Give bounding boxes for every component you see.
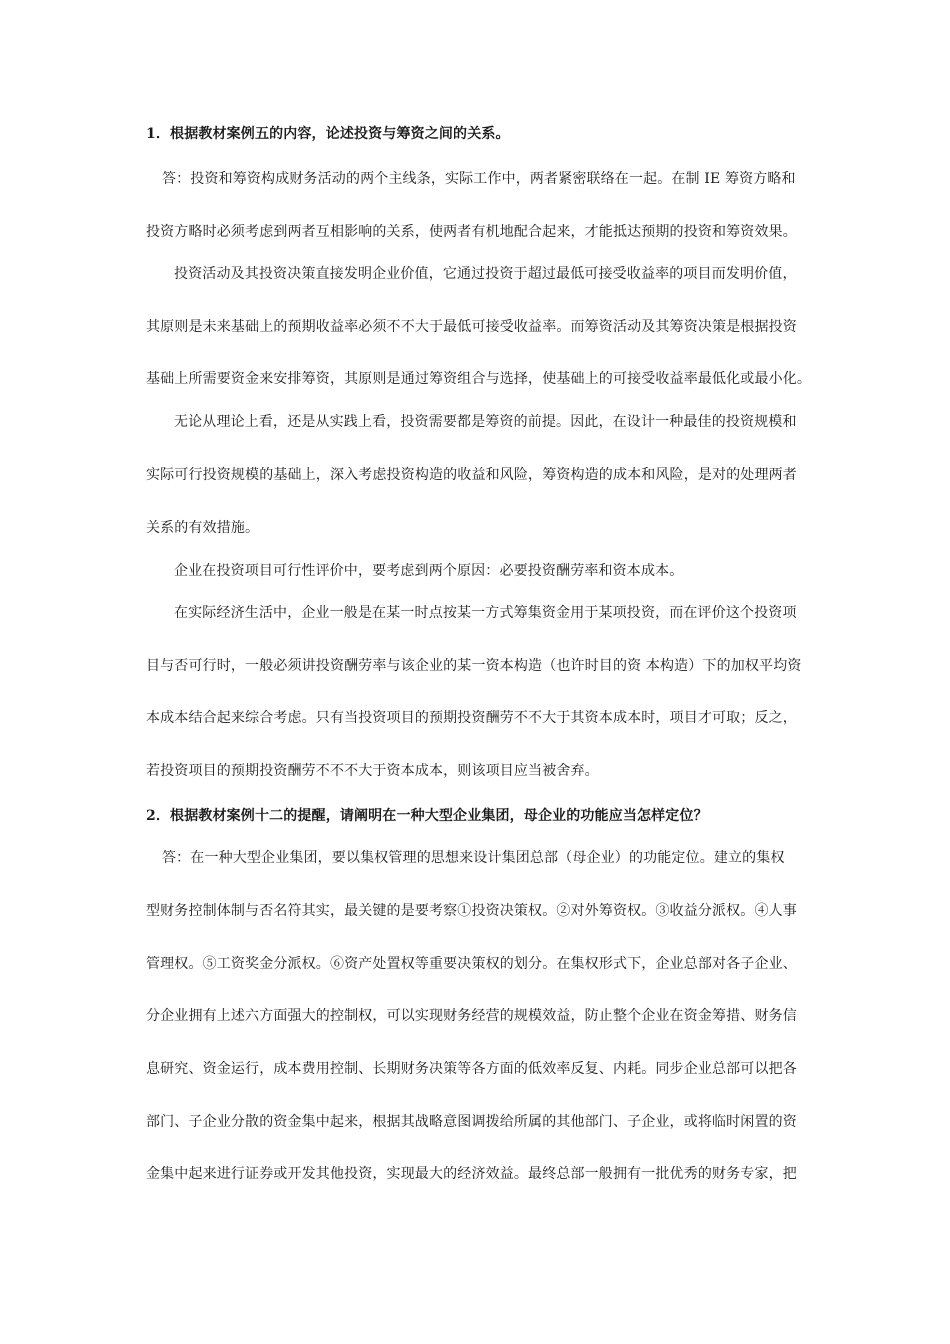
- question-2-heading: 2．根据教材案例十二的提醒，请阐明在一种大型企业集团，母企业的功能应当怎样定位？: [146, 808, 708, 824]
- paragraph-line: 投资方略时必须考虑到两者互相影响的关系，使两者有机地配合起来，才能抵达预期的投资和筹资效果。: [146, 224, 797, 240]
- paragraph-line: 目与否可行时，一般必须讲投资酬劳率与该企业的某一资本构造（也许时目的资 本构造）下的加权平均资: [146, 658, 802, 674]
- paragraph-line: 实际可行投资规模的基础上，深入考虑投资构造的收益和风险，筹资构造的成本和风险，是对的处理两者: [146, 467, 797, 483]
- paragraph-line: 息研究、资金运行，成本费用控制、长期财务决策等各方面的低效率反复、内耗。同步企业总部可以把各: [146, 1061, 797, 1077]
- paragraph-line: 企业在投资项目可行性评价中，要考虑到两个原因：必要投资酬劳率和资本成本。: [174, 563, 684, 579]
- paragraph-line: 基础上所需要资金来安排筹资，其原则是通过筹资组合与选择，使基础上的可接受收益率最低化或最小化。: [146, 371, 812, 387]
- paragraph-line: 其原则是未来基础上的预期收益率必须不不大于最低可接受收益率。而筹资活动及其筹资决策是根据投资: [146, 319, 797, 335]
- paragraph-line: 若投资项目的预期投资酬劳不不不大于资本成本，则该项目应当被舍弃。: [146, 763, 599, 779]
- paragraph-line: 本成本结合起来综合考虑。只有当投资项目的预期投资酬劳不不大于其资本成本时，项目才可取；反之，: [146, 710, 797, 726]
- paragraph-line: 答：在一种大型企业集团，要以集权管理的思想来设计集团总部（母企业）的功能定位。建立的集权: [162, 850, 785, 866]
- paragraph-line: 型财务控制体制与否名符其实，最关键的是要考察①投资决策权。②对外筹资权。③收益分派权。④人事: [146, 903, 797, 919]
- paragraph-line: 无论从理论上看，还是从实践上看，投资需要都是筹资的前提。因此，在设计一种最佳的投资规模和: [174, 414, 797, 430]
- paragraph-line: 投资活动及其投资决策直接发明企业价值，它通过投资于超过最低可接受收益率的项目而发明价值，: [174, 266, 797, 282]
- paragraph-line: 在实际经济生活中，企业一般是在某一时点按某一方式筹集资金用于某项投资，而在评价这个投资项: [174, 605, 797, 621]
- paragraph-line: 管理权。⑤工资奖金分派权。⑥资产处置权等重要决策权的划分。在集权形式下，企业总部对各子企业、: [146, 956, 797, 972]
- paragraph-line: 部门、子企业分散的资金集中起来，根据其战略意图调拨给所属的其他部门、子企业，或将临时闲置的资: [146, 1114, 797, 1130]
- question-1-heading: 1．根据教材案例五的内容，论述投资与筹资之间的关系。: [146, 126, 510, 142]
- paragraph-line: 金集中起来进行证券或开发其他投资，实现最大的经济效益。最终总部一般拥有一批优秀的财务专家，把: [146, 1166, 797, 1182]
- paragraph-line: 分企业拥有上述六方面强大的控制权，可以实现财务经营的规模效益，防止整个企业在资金筹措、财务信: [146, 1008, 797, 1024]
- paragraph-line: 答：投资和筹资构成财务活动的两个主线条，实际工作中，两者紧密联络在一起。在制 IE 筹资方略和: [162, 171, 796, 187]
- paragraph-line: 关系的有效措施。: [146, 520, 260, 536]
